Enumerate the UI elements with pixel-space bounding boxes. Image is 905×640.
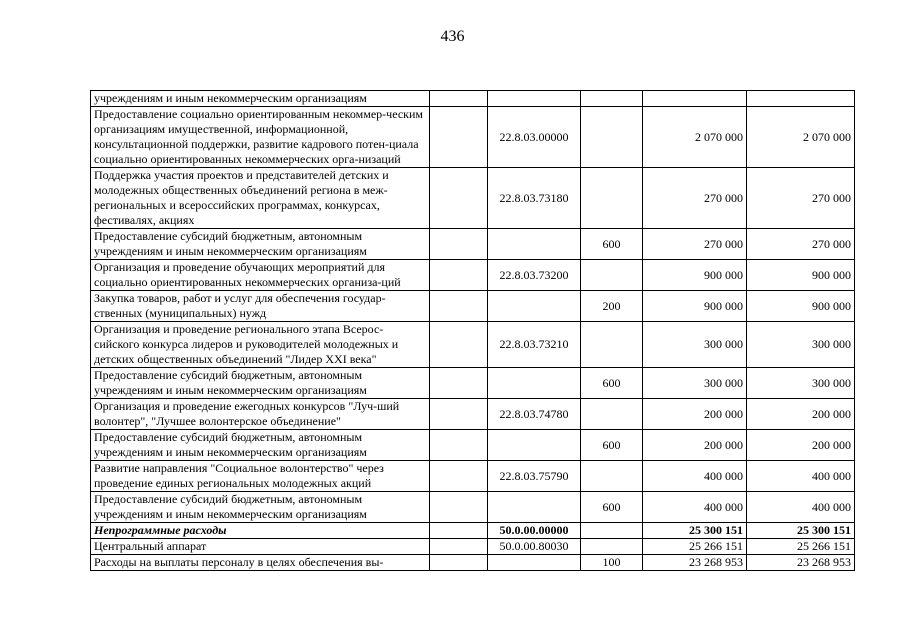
row-vr-cell bbox=[581, 539, 643, 555]
row-sum2-cell: 270 000 bbox=[747, 168, 855, 229]
row-code-cell: 22.8.03.73180 bbox=[488, 168, 581, 229]
row-sum2-cell: 900 000 bbox=[747, 291, 855, 322]
row-sum1-cell: 270 000 bbox=[643, 168, 747, 229]
row-vr-cell bbox=[581, 523, 643, 539]
row-code-cell bbox=[488, 229, 581, 260]
row-sum1-cell: 25 300 151 bbox=[643, 523, 747, 539]
row-vr-cell bbox=[581, 91, 643, 107]
row-vr-cell bbox=[581, 322, 643, 368]
table-row bbox=[91, 368, 855, 399]
row-name-cell: Предоставление субсидий бюджетным, автономным учреждениям и иным некоммерческим организациям bbox=[91, 229, 430, 260]
table-row bbox=[91, 91, 855, 107]
row-empty-cell bbox=[430, 523, 488, 539]
row-sum2-cell: 400 000 bbox=[747, 461, 855, 492]
table-row bbox=[91, 260, 855, 291]
row-code-cell bbox=[488, 555, 581, 571]
row-name-cell: Предоставление социально ориентированным некоммер-ческим организациям имущественной, информационной, консультационной поддержки, развитие кадрового потен-циала социально ориентированных некоммерческих орга-низаций bbox=[91, 107, 430, 168]
row-empty-cell bbox=[430, 399, 488, 430]
row-empty-cell bbox=[430, 539, 488, 555]
row-name-cell: Организация и проведение регионального этапа Всерос-сийского конкурса лидеров и руководителей молодежных и детских общественных объединений "Лидер XXI века" bbox=[91, 322, 430, 368]
row-sum1-cell: 900 000 bbox=[643, 291, 747, 322]
table-row bbox=[91, 555, 855, 571]
row-code-cell: 22.8.03.73200 bbox=[488, 260, 581, 291]
row-empty-cell bbox=[430, 91, 488, 107]
table-row bbox=[91, 430, 855, 461]
table-row bbox=[91, 107, 855, 168]
table-row bbox=[91, 399, 855, 430]
row-sum2-cell: 25 266 151 bbox=[747, 539, 855, 555]
row-code-cell: 22.8.03.73210 bbox=[488, 322, 581, 368]
row-code-cell bbox=[488, 291, 581, 322]
row-code-cell: 50.0.00.00000 bbox=[488, 523, 581, 539]
row-sum2-cell: 23 268 953 bbox=[747, 555, 855, 571]
budget-table bbox=[90, 90, 855, 571]
row-vr-cell: 600 bbox=[581, 492, 643, 523]
table-row bbox=[91, 539, 855, 555]
table-row bbox=[91, 492, 855, 523]
table-row bbox=[91, 523, 855, 539]
row-empty-cell bbox=[430, 291, 488, 322]
row-sum1-cell: 900 000 bbox=[643, 260, 747, 291]
row-name-cell: Развитие направления "Социальное волонтерство" через проведение единых региональных молодежных акций bbox=[91, 461, 430, 492]
row-sum1-cell bbox=[643, 91, 747, 107]
row-sum1-cell: 400 000 bbox=[643, 461, 747, 492]
row-name-cell: Предоставление субсидий бюджетным, автономным учреждениям и иным некоммерческим организациям bbox=[91, 430, 430, 461]
row-name-cell: учреждениям и иным некоммерческим организациям bbox=[91, 91, 430, 107]
row-empty-cell bbox=[430, 368, 488, 399]
row-name-cell: Закупка товаров, работ и услуг для обеспечения государ-ственных (муниципальных) нужд bbox=[91, 291, 430, 322]
row-vr-cell: 200 bbox=[581, 291, 643, 322]
row-vr-cell bbox=[581, 461, 643, 492]
row-empty-cell bbox=[430, 229, 488, 260]
row-sum1-cell: 23 268 953 bbox=[643, 555, 747, 571]
table-row bbox=[91, 291, 855, 322]
row-code-cell bbox=[488, 430, 581, 461]
row-name-cell: Предоставление субсидий бюджетным, автономным учреждениям и иным некоммерческим организациям bbox=[91, 368, 430, 399]
row-sum2-cell: 300 000 bbox=[747, 322, 855, 368]
row-name-cell: Организация и проведение обучающих мероприятий для социально ориентированных некоммерческих организа-ций bbox=[91, 260, 430, 291]
row-vr-cell: 600 bbox=[581, 368, 643, 399]
row-sum2-cell: 25 300 151 bbox=[747, 523, 855, 539]
row-vr-cell: 600 bbox=[581, 229, 643, 260]
row-sum1-cell: 25 266 151 bbox=[643, 539, 747, 555]
row-code-cell bbox=[488, 492, 581, 523]
row-empty-cell bbox=[430, 322, 488, 368]
row-name-cell: Непрограммные расходы bbox=[91, 523, 430, 539]
row-code-cell bbox=[488, 91, 581, 107]
row-code-cell: 22.8.03.00000 bbox=[488, 107, 581, 168]
page-number: 436 bbox=[440, 28, 465, 45]
table-row bbox=[91, 322, 855, 368]
row-sum1-cell: 200 000 bbox=[643, 399, 747, 430]
row-sum2-cell: 400 000 bbox=[747, 492, 855, 523]
row-name-cell: Организация и проведение ежегодных конкурсов "Луч-ший волонтер", "Лучшее волонтерское объединение" bbox=[91, 399, 430, 430]
row-vr-cell: 600 bbox=[581, 430, 643, 461]
row-vr-cell bbox=[581, 399, 643, 430]
row-vr-cell bbox=[581, 168, 643, 229]
row-sum1-cell: 200 000 bbox=[643, 430, 747, 461]
row-empty-cell bbox=[430, 168, 488, 229]
row-name-cell: Центральный аппарат bbox=[91, 539, 430, 555]
row-name-cell: Поддержка участия проектов и представителей детских и молодежных общественных объединений региона в меж-региональных и всероссийских программах, конкурсах, фестивалях, акциях bbox=[91, 168, 430, 229]
row-sum2-cell bbox=[747, 91, 855, 107]
row-sum1-cell: 300 000 bbox=[643, 322, 747, 368]
budget-table-body bbox=[91, 91, 855, 571]
row-vr-cell bbox=[581, 107, 643, 168]
row-name-cell: Расходы на выплаты персоналу в целях обеспечения вы- bbox=[91, 555, 430, 571]
row-empty-cell bbox=[430, 461, 488, 492]
row-code-cell bbox=[488, 368, 581, 399]
row-empty-cell bbox=[430, 430, 488, 461]
row-empty-cell bbox=[430, 555, 488, 571]
row-code-cell: 50.0.00.80030 bbox=[488, 539, 581, 555]
row-empty-cell bbox=[430, 492, 488, 523]
row-sum2-cell: 200 000 bbox=[747, 430, 855, 461]
row-sum1-cell: 300 000 bbox=[643, 368, 747, 399]
row-sum1-cell: 400 000 bbox=[643, 492, 747, 523]
row-sum1-cell: 270 000 bbox=[643, 229, 747, 260]
row-empty-cell bbox=[430, 107, 488, 168]
row-sum1-cell: 2 070 000 bbox=[643, 107, 747, 168]
table-row bbox=[91, 168, 855, 229]
row-sum2-cell: 200 000 bbox=[747, 399, 855, 430]
row-empty-cell bbox=[430, 260, 488, 291]
row-sum2-cell: 300 000 bbox=[747, 368, 855, 399]
row-vr-cell bbox=[581, 260, 643, 291]
row-sum2-cell: 270 000 bbox=[747, 229, 855, 260]
row-code-cell: 22.8.03.74780 bbox=[488, 399, 581, 430]
table-row bbox=[91, 461, 855, 492]
row-name-cell: Предоставление субсидий бюджетным, автономным учреждениям и иным некоммерческим организациям bbox=[91, 492, 430, 523]
table-row bbox=[91, 229, 855, 260]
row-sum2-cell: 2 070 000 bbox=[747, 107, 855, 168]
row-sum2-cell: 900 000 bbox=[747, 260, 855, 291]
row-code-cell: 22.8.03.75790 bbox=[488, 461, 581, 492]
row-vr-cell: 100 bbox=[581, 555, 643, 571]
